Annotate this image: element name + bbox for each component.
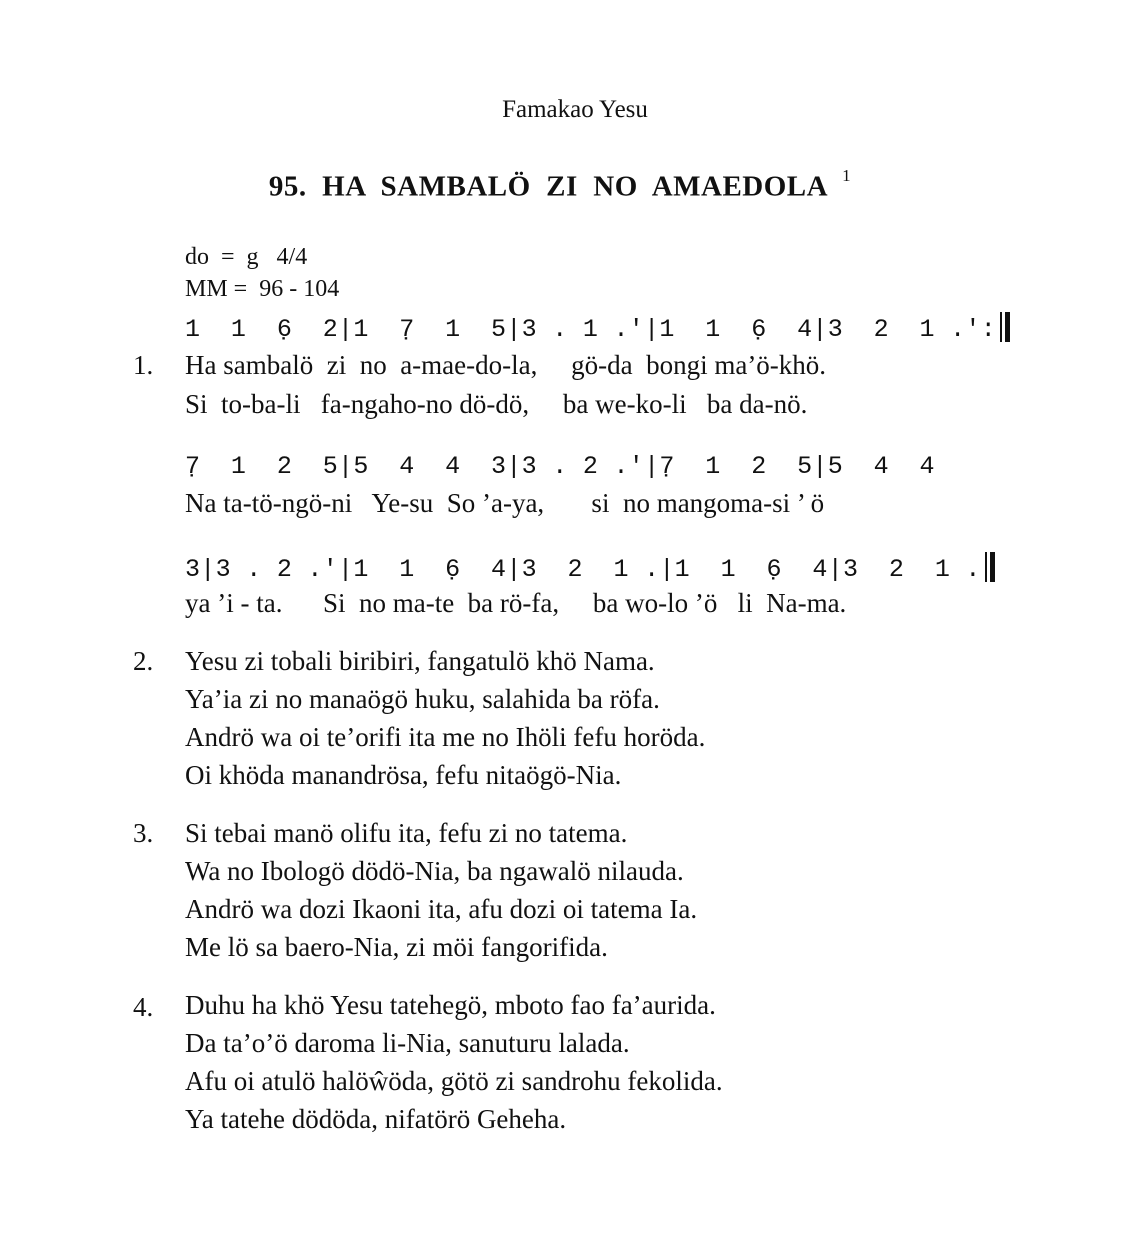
verse-line: Duhu ha khö Yesu tatehegö, mboto fao fa’aurida. (185, 990, 716, 1020)
hymn-title (0, 166, 1120, 204)
verse-line: Andrö wa oi te’orifi ita me no Ihöli fefu horöda. (185, 722, 706, 752)
verse-line: Afu oi atulö halöŵöda, götö zi sandrohu fekolida. (185, 1066, 723, 1096)
lyric-line: ya ’i - ta. Si no ma-te ba rö-fa, ba wo-lo ’ö li Na-ma. (185, 588, 847, 618)
verse-number-1: 1. (133, 350, 154, 380)
verse-number-3: 3. (133, 818, 154, 848)
hymn-title-text: 95. HA SAMBALÖ ZI NO AMAEDOLA (268, 170, 829, 203)
lyric-line: Ha sambalö zi no a-mae-do-la, gö-da bongi ma’ö-khö. (185, 350, 827, 380)
notation-line-2: 7̣ 1 2 5|5 4 4 3|3 . 2 .'|7̣ 1 2 5|5 4 4 (185, 452, 935, 481)
notation-line-3 (185, 552, 995, 584)
verse-number-2: 2. (133, 646, 154, 676)
verse-line: Yesu zi tobali biribiri, fangatulö khö Nama. (185, 646, 655, 676)
verse-line: Si tebai manö olifu ita, fefu zi no tatema. (185, 818, 628, 848)
verse-line: Wa no Ibologö dödö-Nia, ba ngawalö nilauda. (185, 856, 684, 886)
key-signature: do = g 4/4 (185, 244, 308, 270)
verse-number-4: 4. (133, 992, 154, 1022)
final-barline-icon (985, 552, 995, 582)
verse-line: Ya’ia zi no manaögö huku, salahida ba röfa. (185, 684, 660, 714)
lyric-line: Si to-ba-li fa-ngaho-no dö-dö, ba we-ko-li ba da-nö. (185, 389, 808, 419)
footnote-mark: 1 (842, 166, 852, 185)
verse-line: Oi khöda manandrösa, fefu nitaögö-Nia. (185, 760, 622, 790)
verse-line: Da ta’o’ö daroma li-Nia, sanuturu lalada. (185, 1028, 630, 1058)
section-header: Famakao Yesu (502, 96, 648, 123)
notation-text-3: 3|3 . 2 .'|1 1 6̣ 4|3 2 1 .|1 1 6̣ 4|3 2 1 . (185, 555, 981, 584)
notation-text-1: 1 1 6̣ 2|1 7̣ 1 5|3 . 1 .'|1 1 6̣ 4|3 2 1 .': (185, 315, 997, 344)
verse-line: Ya tatehe dödöda, nifatörö Geheha. (185, 1104, 567, 1134)
lyric-line: Na ta-tö-ngö-ni Ye-su So ’a-ya, si no mangoma-si ’ ö (185, 488, 825, 518)
repeat-barline-icon (1000, 312, 1010, 342)
verse-line: Andrö wa dozi Ikaoni ita, afu dozi oi tatema Ia. (185, 894, 698, 924)
tempo-marking: MM = 96 - 104 (185, 276, 340, 302)
notation-line-1 (185, 312, 1010, 344)
verse-line: Me lö sa baero-Nia, zi möi fangorifida. (185, 932, 608, 962)
